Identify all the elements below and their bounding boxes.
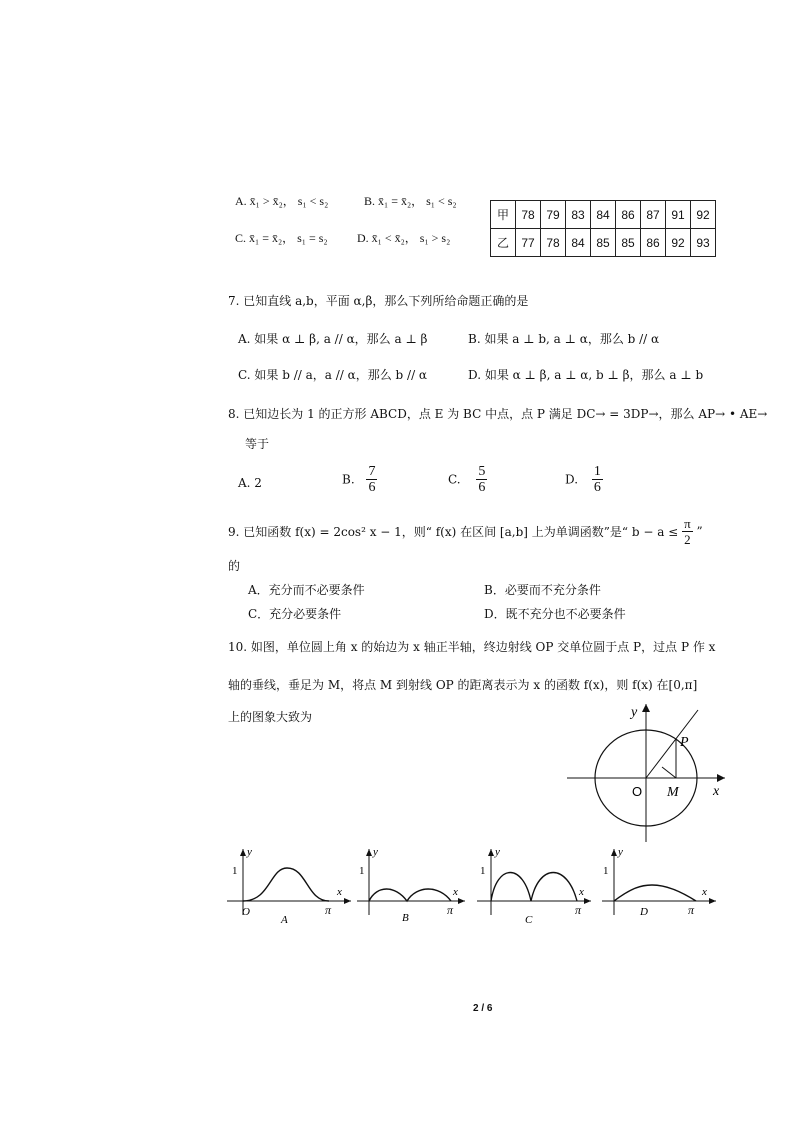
q6-option-d-text: D. x̄₁ < x̄₂， s₁ > s₂	[357, 231, 451, 245]
x-axis-label: x	[713, 784, 720, 799]
graph-c-label: C	[525, 914, 533, 925]
one-tick-label: 1	[603, 865, 609, 877]
y-axis-arrow	[611, 849, 617, 856]
table-cell: 91	[666, 201, 691, 229]
pi-tick-label: π	[325, 903, 332, 917]
origin-label: O	[242, 906, 250, 918]
y-axis-arrow	[366, 849, 372, 856]
y-axis-arrow	[240, 849, 246, 856]
q8-option-b	[342, 464, 377, 495]
x-label: x	[702, 886, 707, 898]
q6-option-b	[364, 192, 457, 209]
table-cell: 84	[591, 201, 616, 229]
table-cell: 77	[516, 229, 541, 257]
fraction-denominator: 2	[684, 532, 691, 547]
q8-option-c	[448, 464, 487, 495]
row-label: 乙	[491, 229, 516, 257]
fraction-numerator: 1	[593, 464, 601, 479]
q8-option-c-fraction	[476, 464, 487, 495]
y-axis-label: y	[631, 705, 638, 720]
graph-d-label: D	[640, 906, 648, 918]
q8-option-d-fraction	[592, 464, 603, 495]
curve	[614, 885, 696, 901]
table-cell: 78	[516, 201, 541, 229]
table-cell: 92	[666, 229, 691, 257]
unit-circle-figure	[565, 700, 735, 845]
one-tick-label: 1	[232, 865, 238, 877]
one-tick-label: 1	[359, 865, 365, 877]
table-cell: 86	[641, 229, 666, 257]
y-axis-arrow	[488, 849, 494, 856]
curve	[243, 868, 329, 901]
curve	[369, 889, 451, 901]
q7-option-a: A. 如果 α ⊥ β, a // α，那么 a ⊥ β	[238, 332, 428, 346]
table-cell: 78	[541, 229, 566, 257]
q8-option-d-label: D.	[565, 472, 579, 487]
graph-b	[355, 843, 470, 925]
q9-stem-close: ”	[696, 524, 703, 539]
x-axis-arrow	[717, 774, 725, 782]
q6-option-a	[235, 192, 328, 209]
table-cell: 85	[591, 229, 616, 257]
table-row	[491, 229, 716, 257]
q10-stem-line2: 轴的垂线，垂足为 M，将点 M 到射线 OP 的距离表示为 x 的函数 f(x)，则 f(x) 在[0,π]	[228, 678, 698, 692]
table-cell: 93	[691, 229, 716, 257]
table-cell: 92	[691, 201, 716, 229]
q9-stem	[228, 516, 703, 547]
q8-option-d	[565, 464, 603, 495]
point-m-label: M	[667, 785, 679, 800]
table-cell: 87	[641, 201, 666, 229]
table-cell: 83	[566, 201, 591, 229]
fraction-denominator: 6	[368, 480, 376, 495]
pi-tick-label: π	[688, 903, 695, 917]
pi-tick-label: π	[575, 903, 582, 917]
table-cell: 85	[616, 229, 641, 257]
graph-c	[475, 843, 595, 925]
q6-option-b-text: B. x̄₁ = x̄₂， s₁ < s₂	[364, 194, 457, 208]
fraction-numerator: 7	[368, 464, 376, 479]
ray-op	[646, 710, 698, 778]
q8-stem-continued: 等于	[245, 437, 270, 451]
q9-option-b: B．必要而不充分条件	[484, 583, 601, 597]
x-axis-arrow	[584, 898, 591, 904]
q7-option-c: C. 如果 b // a，a // α，那么 b // α	[238, 368, 428, 382]
q7-option-d: D. 如果 α ⊥ β, a ⊥ α, b ⊥ β，那么 a ⊥ b	[468, 368, 704, 382]
point-p-label: P	[680, 735, 689, 750]
graph-a-label: A	[281, 914, 288, 925]
one-tick-label: 1	[480, 865, 486, 877]
q9-pi-over-two	[682, 516, 693, 547]
q8-option-c-label: C.	[448, 472, 461, 487]
q8-option-b-fraction	[366, 464, 377, 495]
x-label: x	[579, 886, 584, 898]
page-number: 2 / 6	[473, 1003, 493, 1014]
q6-option-a-text: A. x̄₁ > x̄₂， s₁ < s₂	[235, 194, 329, 208]
q10-stem-line3: 上的图象大致为	[228, 710, 313, 724]
fraction-numerator: 5	[478, 464, 486, 479]
q6-option-c	[235, 229, 328, 246]
y-label: y	[495, 846, 500, 858]
y-label: y	[373, 846, 378, 858]
q10-stem-line1: 10. 如图，单位圆上角 x 的始边为 x 轴正半轴，终边射线 OP 交单位圆于点 P，过点 P 作 x	[228, 640, 716, 654]
table-cell: 79	[541, 201, 566, 229]
x-label: x	[453, 886, 458, 898]
origin-label: O	[632, 784, 643, 799]
graph-b-label: B	[402, 912, 409, 924]
curve	[491, 873, 577, 902]
x-axis-arrow	[709, 898, 716, 904]
q9-option-c: C．充分必要条件	[248, 607, 342, 621]
table-cell: 84	[566, 229, 591, 257]
q6-option-c-text: C. x̄₁ = x̄₂， s₁ = s₂	[235, 231, 328, 245]
y-label: y	[618, 846, 623, 858]
fraction-denominator: 6	[478, 480, 486, 495]
q8-option-b-label: B.	[342, 472, 355, 487]
y-axis-arrow	[642, 704, 650, 712]
table-row	[491, 201, 716, 229]
x-axis-arrow	[344, 898, 351, 904]
q8-option-a: A. 2	[238, 476, 262, 490]
q9-stem-text: 9. 已知函数 f(x) = 2cos² x − 1，则“ f(x) 在区间 [a,b] 上为单调函数”是“ b − a ≤	[228, 525, 679, 539]
graph-a	[225, 843, 355, 925]
y-label: y	[247, 846, 252, 858]
pi-tick-label: π	[447, 903, 454, 917]
table-cell: 86	[616, 201, 641, 229]
q9-option-d: D．既不充分也不必要条件	[484, 607, 626, 621]
graph-d	[600, 843, 720, 925]
q7-option-b: B. 如果 a ⊥ b, a ⊥ α，那么 b // α	[468, 332, 660, 346]
row-label: 甲	[491, 201, 516, 229]
fraction-numerator: π	[684, 516, 691, 531]
q8-stem: 8. 已知边长为 1 的正方形 ABCD，点 E 为 BC 中点，点 P 满足 DC→ = 3DP→，那么 AP→ • AE→	[228, 407, 768, 421]
q9-stem-continued: 的	[228, 559, 241, 573]
x-label: x	[337, 886, 342, 898]
q6-option-d	[357, 229, 450, 246]
x-axis-arrow	[458, 898, 465, 904]
q9-option-a: A．充分而不必要条件	[248, 583, 365, 597]
q7-stem: 7. 已知直线 a,b，平面 α,β，那么下列所给命题正确的是	[228, 294, 529, 308]
distance-segment	[662, 767, 676, 778]
q6-score-table	[490, 200, 716, 257]
fraction-denominator: 6	[593, 480, 601, 495]
